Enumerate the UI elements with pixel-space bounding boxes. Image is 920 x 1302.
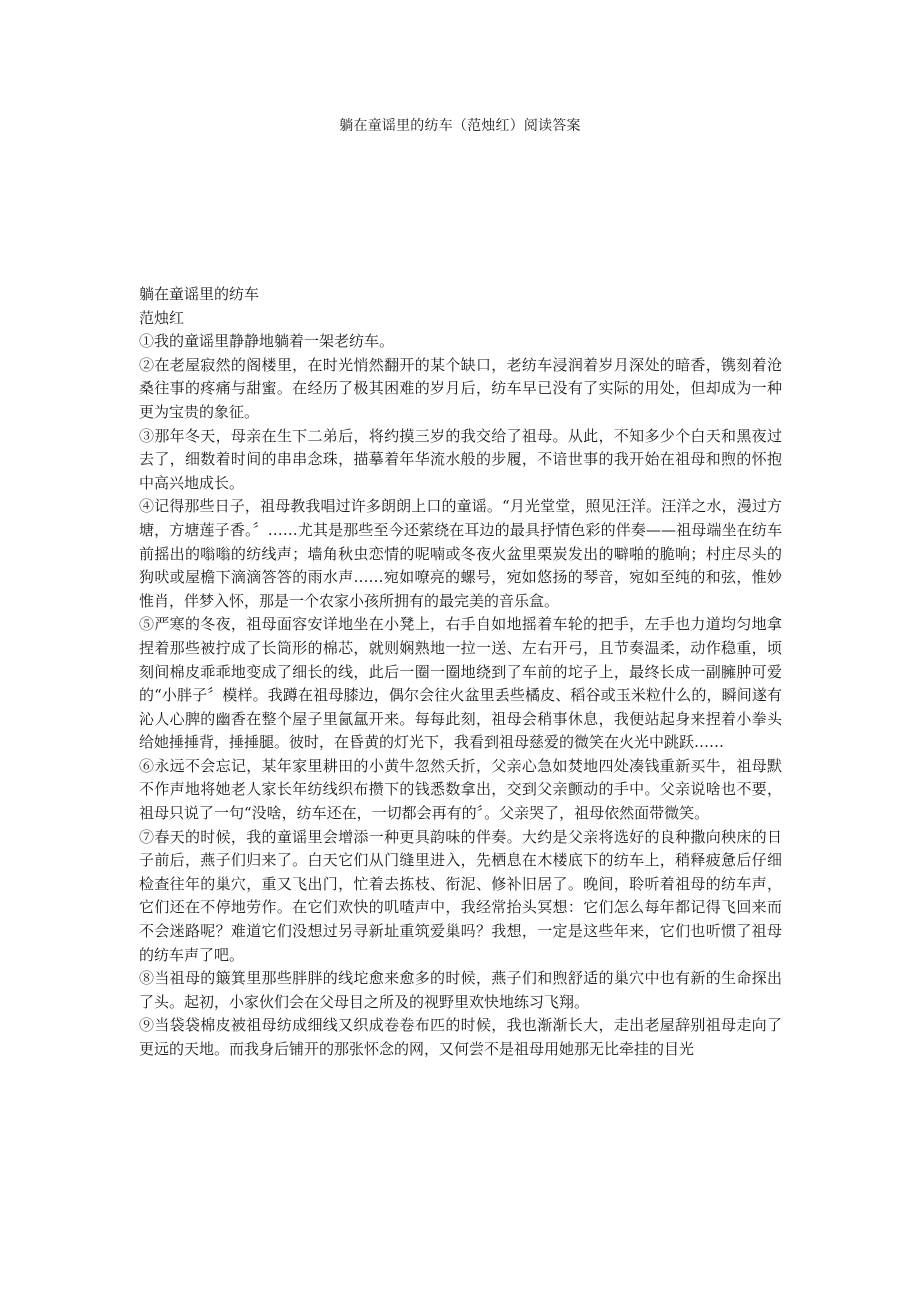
article-author: 范烛红: [139, 308, 185, 327]
paragraph-8: ⑧当祖母的簸箕里那些胖胖的线坨愈来愈多的时候，燕子们和煦舒适的巢穴中也有新的生命探出了头。起初，小家伙们会在父母目之所及的视野里欢快地练习飞翔。: [139, 969, 782, 1011]
article-heading: 躺在童谣里的纺车: [139, 285, 260, 303]
paragraph-2: ②在老屋寂然的阁楼里，在时光悄然翻开的某个缺口，老纺车浸润着岁月深处的暗香，镌刻着沧桑往事的疼痛与甜蜜。在经历了极其困难的岁月后，纺车早已没有了实际的用处，但却成为一种更为宝贵的象征。: [139, 355, 782, 421]
paragraph-4: ④记得那些日子，祖母教我唱过许多朗朗上口的童谣。“月光堂堂，照见汪洋。汪洋之水，漫过方塘，方塘莲子香。〞……尤其是那些至今还萦绕在耳边的最具抒情色彩的伴奏——祖母端坐在纺车前摇出的嗡嗡的纺线声；墙角秋虫恋情的呢喃或冬夜火盆里栗炭发出的噼啪的脆响；村庄尽头的狗吠或屋檐下滴滴答答的雨水声……宛如嘹亮的螺号，宛如悠扬的琴音，宛如至纯的和弦，惟妙惟肖，伴梦入怀，那是一个农家小孩所拥有的最完美的音乐盒。: [139, 497, 782, 610]
paragraph-1: ①我的童谣里静静地躺着一架老纺车。: [139, 332, 395, 351]
document-title: 躺在童谣里的纺车（范烛红）阅读答案: [339, 118, 581, 134]
paragraph-7: ⑦春天的时候，我的童谣里会增添一种更具韵味的伴奏。大约是父亲将选好的良种撒向秧床的日子前后，燕子们归来了。白天它们从门缝里进入，先栖息在木楼底下的纺车上，稍释疲惫后仔细检查往年的巢穴，重又飞出门，忙着去拣枝、衔泥、修补旧居了。晚间，聆听着祖母的纺车声，它们还在不停地劳作。在它们欢快的叽喳声中，我经常抬头冥想：它们怎么每年都记得飞回来而不会迷路呢？难道它们没想过另寻新址重筑爱巢吗？我想，一定是这些年来，它们也听惯了祖母的纺车声了吧。: [139, 827, 782, 964]
paragraph-9: ⑨当袋袋棉皮被祖母纺成细线又织成卷卷布匹的时候，我也渐渐长大，走出老屋辞别祖母走向了更远的天地。而我身后铺开的那张怀念的网，又何尝不是祖母用她那无比牵挂的目光: [139, 1016, 782, 1058]
paragraph-6: ⑥永远不会忘记，某年家里耕田的小黄牛忽然夭折，父亲心急如焚地四处凑钱重新买牛，祖母默不作声地将她老人家长年纺线织布攒下的钱悉数拿出，交到父亲颤动的手中。父亲说啥也不要，祖母只说了一句“没啥，纺车还在，一切都会再有的〞。父亲哭了，祖母依然面带微笑。: [139, 756, 782, 823]
paragraph-5: ⑤严寒的冬夜，祖母面容安详地坐在小凳上，右手自如地摇着车轮的把手，左手也力道均匀地拿捏着那些被拧成了长筒形的棉芯，就则娴熟地一拉一送、左右开弓，且节奏温柔，动作稳重，顷刻间棉皮乖乖地变成了细长的线，此后一圈一圈地绕到了车前的坨子上，最终长成一副臃肿可爱的“小胖子〞模样。我蹲在祖母膝边，偶尔会往火盆里丢些橘皮、稻谷或玉米粒什么的，瞬间遂有沁人心脾的幽香在整个屋子里氤氲开来。每每此刻，祖母会稍事休息，我便站起身来捏着小拳头给她捶捶背，捶捶腿。彼时，在昏黄的灯光下，我看到祖母慈爱的微笑在火光中跳跃……: [139, 615, 782, 752]
article-body: [139, 283, 782, 1062]
paragraph-3: ③那年冬天，母亲在生下二弟后，将约摸三岁的我交给了祖母。从此，不知多少个白天和黑夜过去了，细数着时间的串串念珠，描摹着年华流水般的步履，不谙世事的我开始在祖母和煦的怀抱中高兴地成长。: [139, 426, 782, 492]
